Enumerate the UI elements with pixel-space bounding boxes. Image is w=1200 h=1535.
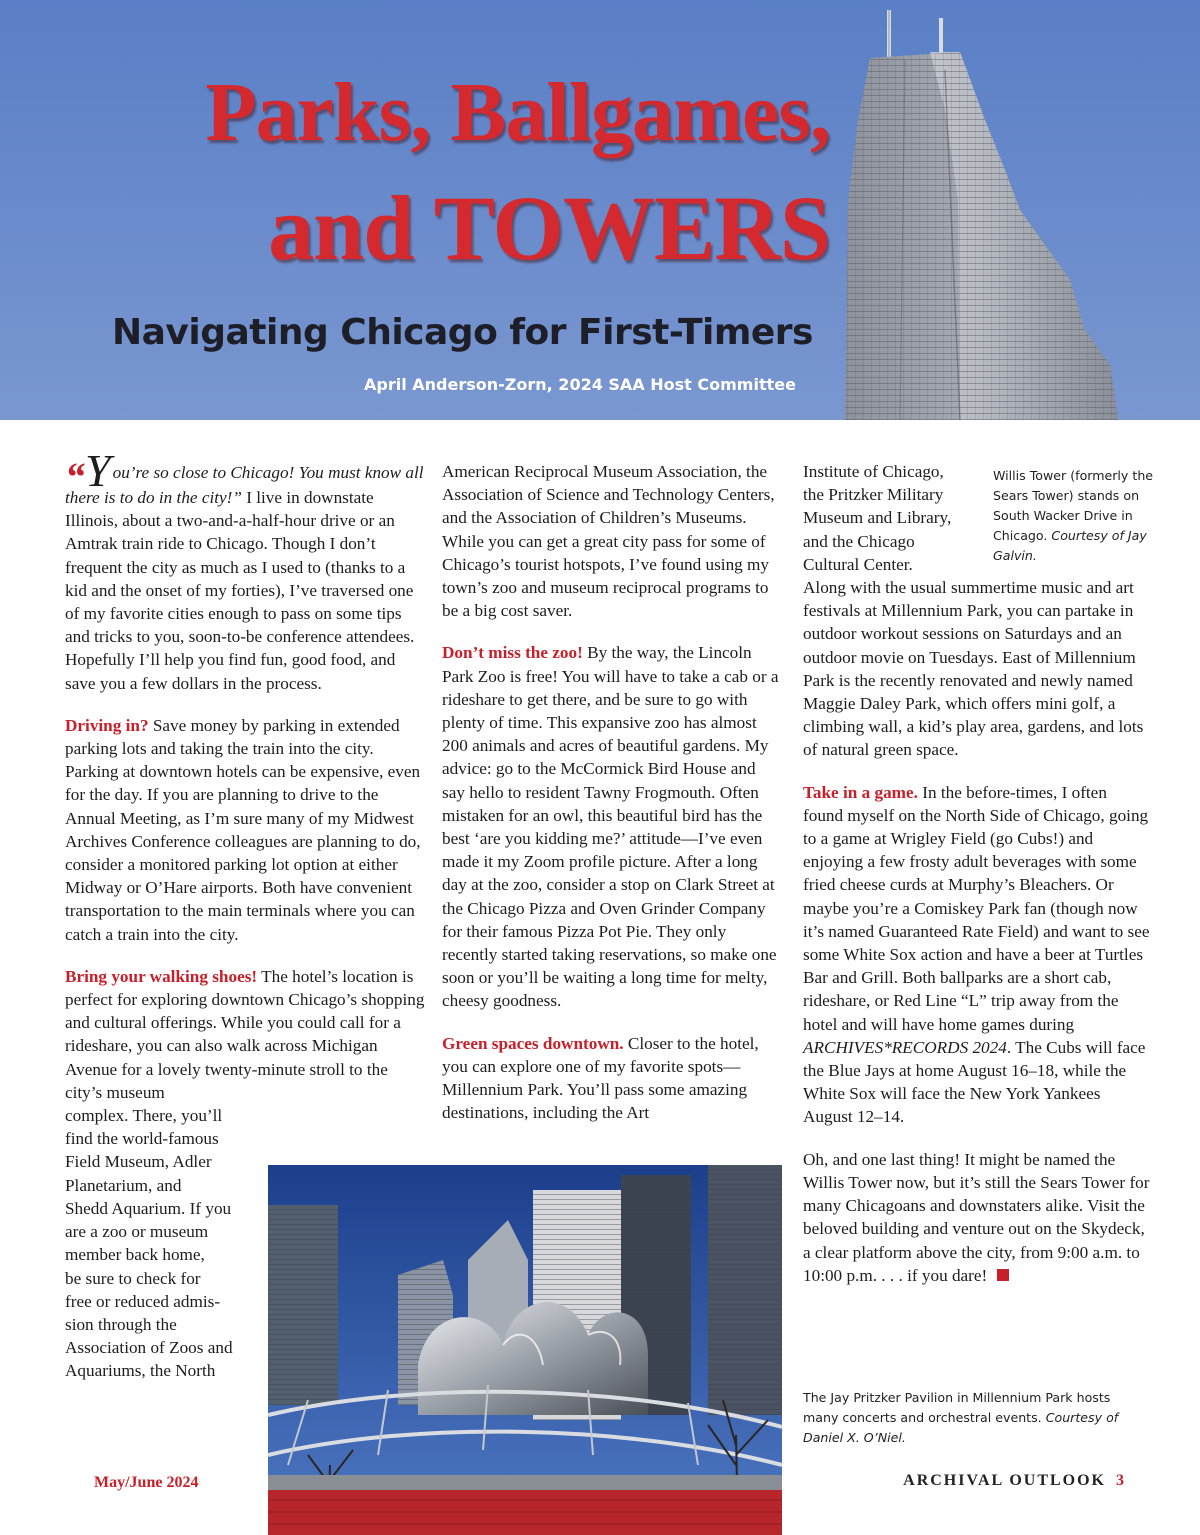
text-line: and the Chicago [803, 531, 915, 551]
text-line: Institute of Chicago, [803, 462, 944, 481]
last-body: Oh, and one last thing! It might be named the Willis Tower now, but it’s still the Sears Tower for many Chicagoans and downstaters alike. Visit the beloved building and venture out on the Skydeck, a clear platform above the city, from 9:00 a.m. to 10:00 p.m. . . . if you dare! [803, 1149, 1150, 1285]
article-title-line-1: Parks, Ballgames, [205, 66, 830, 159]
zoo-body: By the way, the Lincoln Park Zoo is free! You will have to take a cab or a rideshare to get there, and be sure to go with plenty of time. This expansive zoo has almost 200 animals and acres of beautiful gardens. My advice: go to the McCormick Bird House and say hello to resident Tawny Frogmouth. Often mistaken for an owl, this beautiful bird has the best ‘are you kidding me?’ attitude—I’ve even made it my Zoom profile picture. After a long day at the zoo, consider a stop on Clark Street at the Chicago Pizza and Oven Grinder Company for their famous Pizza Pot Pie. They only recently started taking reservations, so make one soon or you’ll be waiting a long time for melty, cheesy goodness. [442, 643, 779, 1011]
walking-continued-paragraph: American Reciprocal Museum Association, the Association of Science and Technology Centers, and the Association of Children’s Museums. While you can get a great city pass for some of Chicago’s tourist hotspots, I’ve found using my town’s zoo and museum reciprocal programs to be a big cost saver. [442, 462, 775, 621]
game-body-1: In the before-times, I often found myself on the North Side of Chicago, going to a game at Wrigley Field (go Cubs!) and enjoying a few frosty adult beverages with some fried cheese curds at Murphy’s Bleachers. Or maybe you’re a Comiskey Park fan (though now it’s named Guaranteed Rate Field) and want to see some White Sox action and have a beer at Turtles Bar and Grill. Both ballparks are a short cab, rideshare, or Red Line “L” trip away from the hotel and will have home games during [803, 782, 1150, 1034]
column-3 [803, 460, 1154, 1306]
last-paragraph [803, 1148, 1151, 1287]
zoo-paragraph [442, 641, 782, 1012]
pavilion-caption-text: The Jay Pritzker Pavilion in Millennium Park hosts many concerts and orchestral events. [803, 1390, 1111, 1425]
walking-lead: Bring your walking shoes! [65, 966, 258, 986]
intro-paragraph [65, 445, 425, 695]
game-body-2: . The Cubs will face the Blue Jays at home August 16–18, while the White Sox will face the New York Yankees August 12–14. [803, 1037, 1146, 1127]
pavilion-caption [803, 1388, 1143, 1448]
footer-issue: May/June 2024 [94, 1474, 199, 1491]
article-subtitle: Navigating Chicago for First-Timers [112, 312, 813, 353]
intro-body: I live in downstate Illinois, about a two-and-a-half-hour drive or an Amtrak train ride to Chicago. Though I don’t frequent the city as much as I used to (thanks to a kid and the onset of my forties), I’ve traversed one of my favorite cities enough to pass on some tips and tricks to you, soon-to-be conference attendees. Hopefully I’ll help you find fun, good food, and save you a few dollars in the process. [65, 488, 415, 693]
opening-quote-mark: “ [65, 454, 85, 499]
drop-cap: Y [85, 445, 111, 496]
green-continued-paragraph: Along with the usual summertime music and art festivals at Millennium Park, you can partake in outdoor workout sessions on Saturdays and an outdoor movie on Tuesdays. East of Millennium Park is the recently renovated and newly named Maggie Daley Park, which offers mini golf, a climbing wall, a kid’s play area, gardens, and lots of natural green space. [803, 578, 1144, 760]
green-lead: Green spaces downtown. [442, 1033, 624, 1053]
green-body-1: Closer to the hotel, you can explore one of my favorite spots—Millennium Park. You’ll pass some amazing destinations, including the Art [442, 1033, 759, 1123]
text-line: Museum and Library, [803, 508, 952, 528]
text-line: Aquariums, the North [65, 1361, 216, 1381]
text-line: free or reduced admis- [65, 1291, 221, 1311]
walking-paragraph [65, 965, 425, 1104]
tower-caption [993, 466, 1158, 566]
text-line: Association of Zoos and [65, 1338, 233, 1358]
column-2 [442, 460, 782, 1143]
text-line: Planetarium, and [65, 1175, 182, 1195]
event-name: ARCHIVES*RECORDS 2024 [803, 1037, 1007, 1057]
author-byline: April Anderson-Zorn, 2024 SAA Host Committee [364, 375, 796, 394]
text-line: find the world-famous [65, 1129, 219, 1149]
header-banner [0, 0, 1200, 420]
tower-caption-credit: Courtesy of Jay Galvin. [993, 528, 1147, 563]
game-lead: Take in a game. [803, 782, 918, 802]
driving-body: Save money by parking in extended parking lots and taking the train into the city. Parking at downtown hotels can be expensive, even for the day. If you are planning to drive to the Annual Meeting, as I’m sure many of my Midwest Archives Conference colleagues are planning to do, consider a monitored parking lot option at either Midway or O’Hare airports. Both have convenient transportation to the main terminals where you can catch a train into the city. [65, 715, 421, 944]
text-line: the Pritzker Military [803, 485, 944, 505]
end-mark-icon [997, 1269, 1009, 1281]
text-line: member back home, [65, 1245, 205, 1265]
zoo-lead: Don’t miss the zoo! [442, 643, 583, 663]
text-line: Shedd Aquarium. If you [65, 1198, 232, 1218]
intro-quote: ou’re so close to Chicago! You must know all there is to do in the city!” [65, 463, 424, 507]
walking-body-1: The hotel’s location is perfect for exploring downtown Chicago’s shopping and cultural offerings. While you could call for a rideshare, you can also walk across Michigan Avenue for a lovely twenty-minute stroll to the city’s museum [65, 966, 425, 1102]
text-line: complex. There, you’ll [65, 1106, 223, 1126]
game-paragraph [803, 781, 1151, 1129]
pavilion-caption-credit: Courtesy of Daniel X. O’Niel. [803, 1410, 1119, 1445]
publication-name: ARCHIVAL OUTLOOK [903, 1472, 1106, 1489]
pritzker-pavilion-photo [268, 1165, 782, 1535]
text-line: sion through the [65, 1314, 177, 1334]
tower-caption-text: Willis Tower (formerly the Sears Tower) stands on South Wacker Drive in Chicago. [993, 468, 1154, 543]
text-line: are a zoo or museum [65, 1222, 209, 1242]
green-spaces-paragraph [442, 1032, 782, 1125]
footer-publication [903, 1472, 1124, 1490]
driving-lead: Driving in? [65, 715, 149, 735]
driving-paragraph [65, 714, 425, 946]
text-line: Field Museum, Adler [65, 1152, 212, 1172]
text-line: be sure to check for [65, 1268, 201, 1288]
text-line: Cultural Center. [803, 554, 913, 574]
page-number: 3 [1116, 1472, 1124, 1489]
article-title-line-2: and TOWERS [268, 177, 830, 279]
